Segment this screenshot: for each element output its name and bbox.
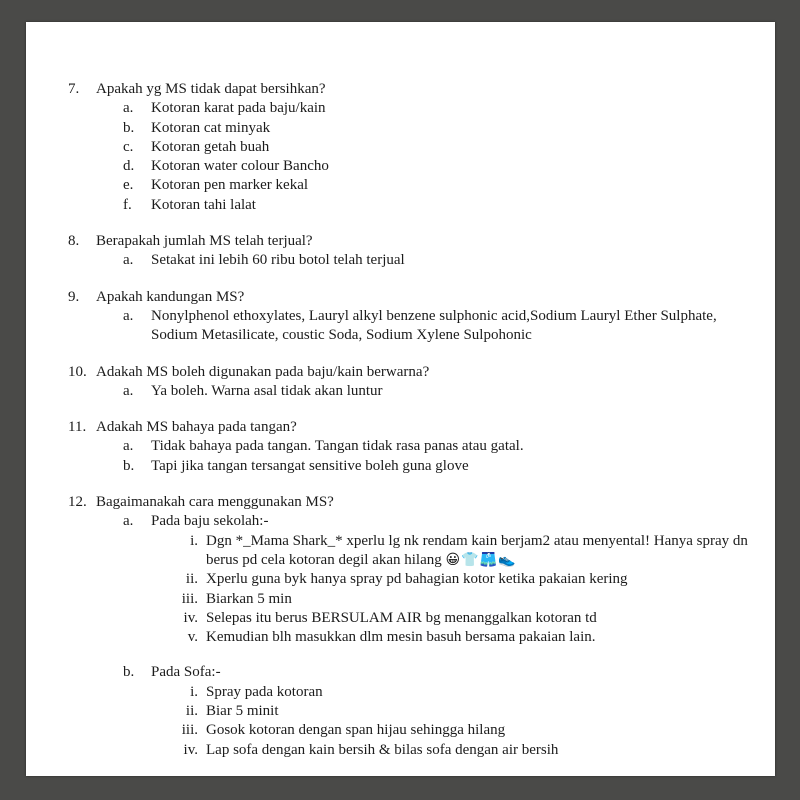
question-8	[26, 232, 775, 271]
question-number: 12.	[68, 494, 87, 511]
answer-text: Ya boleh. Warna asal tidak akan luntur	[151, 382, 383, 399]
question-text: Adakah MS boleh digunakan pada baju/kain berwarna?	[96, 363, 430, 380]
question-11	[26, 418, 775, 476]
spacer	[26, 647, 775, 663]
question-number: 10.	[68, 363, 87, 380]
step-text: Kemudian blh masukkan dlm mesin basuh bersama pakaian lain.	[206, 629, 596, 646]
answer-text: Kotoran pen marker kekal	[151, 177, 309, 194]
question-line	[26, 493, 775, 512]
answer-item	[26, 99, 775, 118]
answer-item	[26, 437, 775, 456]
question-number: 8.	[68, 233, 80, 250]
answer-label: b.	[123, 119, 135, 136]
answer-text: Kotoran cat minyak	[151, 119, 271, 136]
step-text: Selepas itu berus BERSULAM AIR bg menanggalkan kotoran td	[206, 609, 597, 626]
answer-text: Setakat ini lebih 60 ribu botol telah terjual	[151, 252, 405, 269]
question-line	[26, 288, 775, 307]
step-label: iii.	[181, 590, 198, 607]
step-text: Xperlu guna byk hanya spray pd bahagian kotor ketika pakaian kering	[206, 571, 628, 588]
answer-item	[26, 196, 775, 215]
answer-item	[26, 176, 775, 195]
answer-text: Kotoran karat pada baju/kain	[151, 100, 326, 117]
answer-item	[26, 382, 775, 401]
question-12	[26, 493, 775, 760]
section-label: a.	[123, 513, 134, 530]
step-label: ii.	[185, 571, 198, 588]
step-label: iv.	[183, 741, 198, 758]
answer-text: Kotoran tahi lalat	[151, 196, 256, 213]
answer-label: a.	[123, 307, 134, 324]
answer-label: a.	[123, 382, 134, 399]
question-line	[26, 418, 775, 437]
question-text: Bagaimanakah cara menggunakan MS?	[96, 494, 334, 511]
question-number: 7.	[68, 81, 80, 97]
step-label: ii.	[185, 703, 198, 720]
step-text: Spray pada kotoran	[206, 683, 323, 700]
question-text: Adakah MS bahaya pada tangan?	[96, 419, 297, 436]
step-text: Biarkan 5 min	[206, 590, 292, 607]
answer-text: Kotoran water colour Bancho	[151, 158, 329, 175]
question-9	[26, 288, 775, 346]
step-label: i.	[190, 683, 198, 700]
faq-content	[26, 80, 775, 776]
answer-item	[26, 307, 741, 346]
question-text: Berapakah jumlah MS telah terjual?	[96, 233, 313, 250]
section-text: Pada Sofa:-	[151, 664, 221, 681]
document-page	[26, 22, 775, 776]
step-item	[26, 609, 775, 628]
section-text: Pada baju sekolah:-	[151, 513, 269, 530]
answer-item	[26, 251, 775, 270]
step-label: iv.	[183, 609, 198, 626]
answer-label: c.	[123, 138, 134, 155]
question-line	[26, 363, 775, 382]
step-item	[26, 590, 775, 609]
step-text: Biar 5 minit	[206, 703, 279, 720]
question-text: Apakah yg MS tidak dapat bersihkan?	[96, 81, 326, 97]
section-heading	[26, 512, 775, 531]
answer-text: Tapi jika tangan tersangat sensitive boleh guna glove	[151, 457, 469, 474]
step-item	[26, 683, 775, 702]
step-item	[26, 532, 766, 571]
answer-item	[26, 157, 775, 176]
question-line	[26, 80, 775, 99]
step-label: iii.	[181, 722, 198, 739]
answer-text: Tidak bahaya pada tangan. Tangan tidak rasa panas atau gatal.	[151, 438, 524, 455]
answer-item	[26, 457, 775, 476]
step-label: v.	[187, 629, 198, 646]
answer-label: f.	[123, 196, 132, 213]
question-line	[26, 232, 775, 251]
step-item	[26, 702, 775, 721]
answer-text: Nonylphenol ethoxylates, Lauryl alkyl benzene sulphonic acid,Sodium Lauryl Ether Sulphate, Sodium Metasilicate, coustic Soda, Sodium Xylene Sulpohonic	[151, 307, 717, 344]
answer-item	[26, 138, 775, 157]
answer-label: a.	[123, 438, 134, 455]
answer-label: a.	[123, 252, 134, 269]
question-10	[26, 363, 775, 402]
question-text: Apakah kandungan MS?	[96, 288, 245, 305]
step-item	[26, 628, 775, 647]
question-number: 9.	[68, 288, 80, 305]
question-7	[26, 80, 775, 215]
emoji-icons: 😀👕🩳👟	[445, 551, 517, 568]
step-item	[26, 570, 775, 589]
section-heading	[26, 663, 775, 682]
answer-label: e.	[123, 177, 134, 194]
step-item	[26, 741, 775, 760]
question-number: 11.	[68, 419, 87, 436]
answer-label: a.	[123, 100, 134, 117]
step-item	[26, 721, 775, 740]
answer-label: b.	[123, 457, 135, 474]
step-text: Lap sofa dengan kain bersih & bilas sofa dengan air bersih	[206, 741, 559, 758]
answer-item	[26, 119, 775, 138]
step-label: i.	[190, 532, 198, 549]
answer-text: Kotoran getah buah	[151, 138, 270, 155]
section-label: b.	[123, 664, 135, 681]
step-text: Gosok kotoran dengan span hijau sehingga hilang	[206, 722, 506, 739]
step-text: Dgn *_Mama Shark_* xperlu lg nk rendam kain berjam2 atau menyental! Hanya spray dn berus pd cela kotoran degil akan hilang	[206, 532, 748, 568]
answer-label: d.	[123, 158, 135, 175]
